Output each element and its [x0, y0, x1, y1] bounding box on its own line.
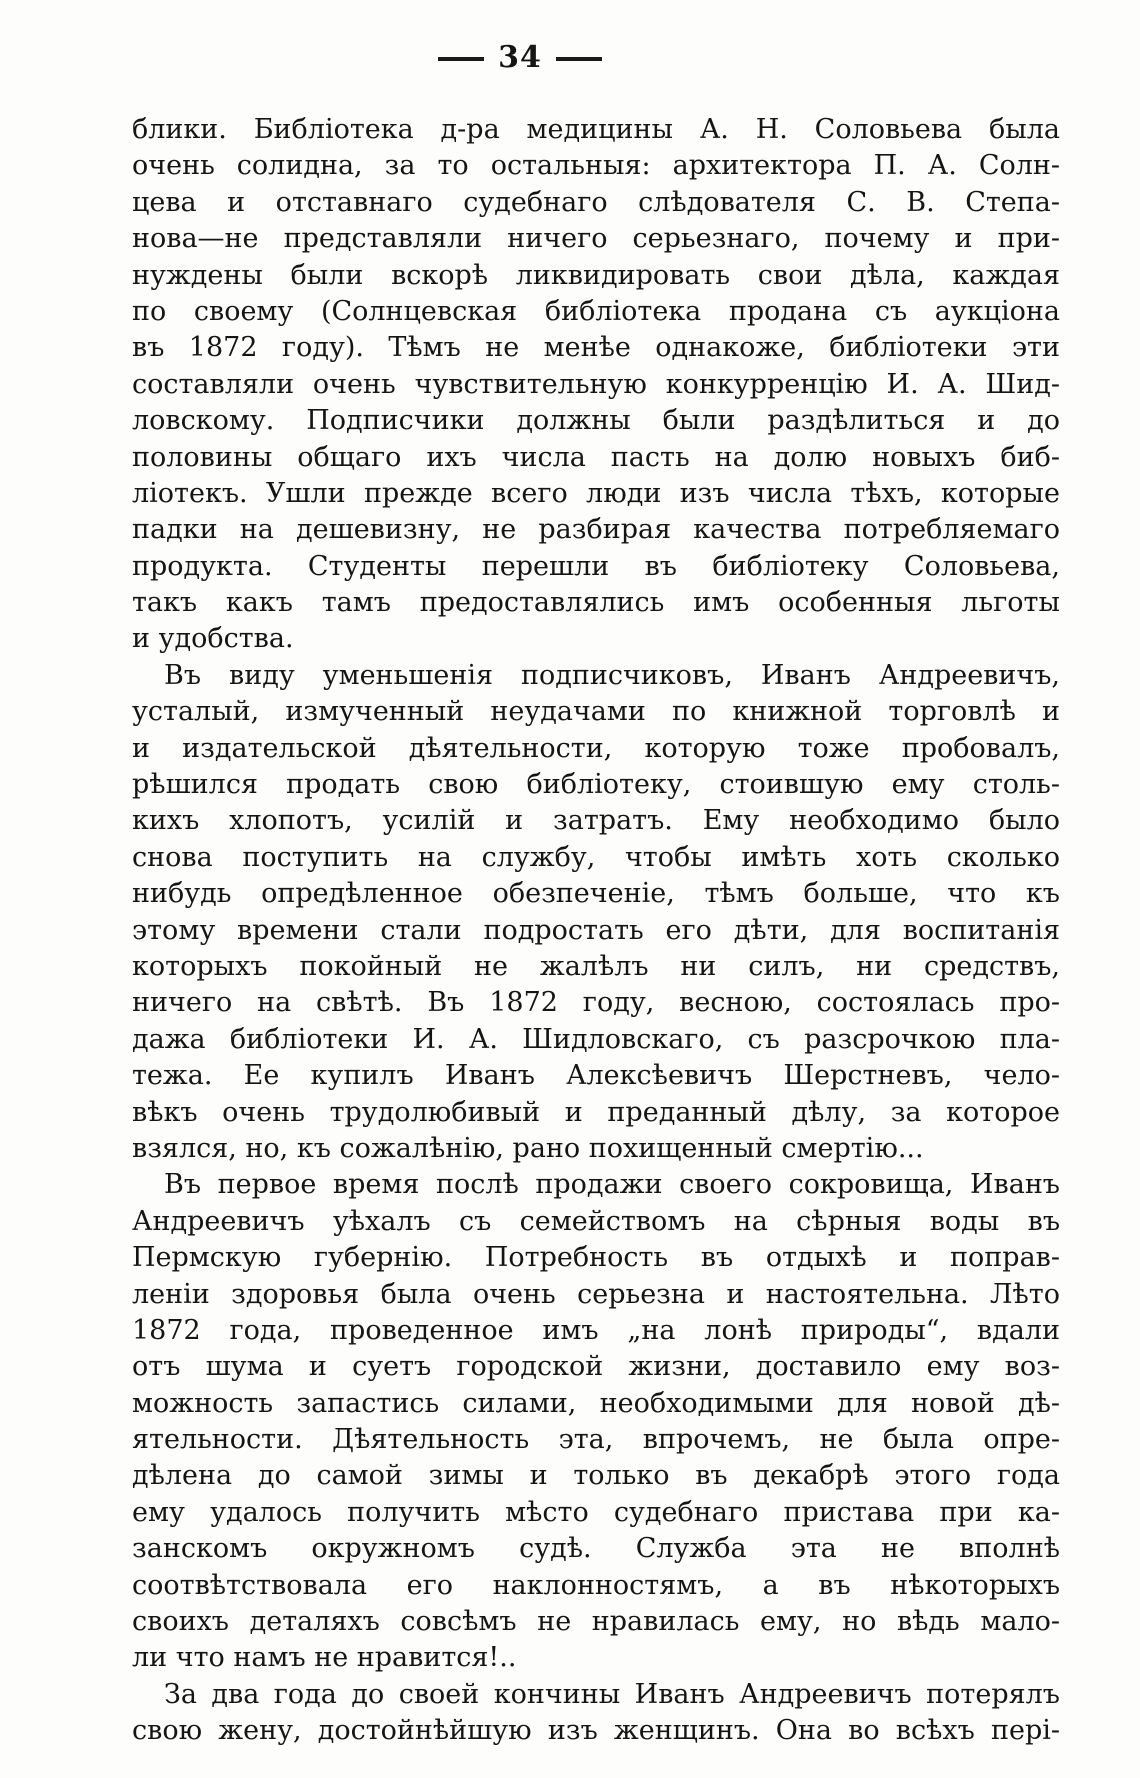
text-line: ему удалось получить мѣсто судебнаго пристава при ка- [132, 1496, 1060, 1528]
page-number: 34 [498, 40, 542, 75]
text-line: своихъ деталяхъ совсѣмъ не нравилась ему, но вѣдь мало- [132, 1606, 1060, 1638]
text-line: такъ какъ тамъ предоставлялись имъ особенныя льготы [132, 587, 1060, 619]
text-line: нуждены были вскорѣ ликвидировать свои дѣла, каждая [132, 259, 1060, 291]
text-line: леніи здоровья была очень серьезна и настоятельна. Лѣто [132, 1278, 1060, 1310]
text-line: снова поступить на службу, чтобы имѣть хоть сколько [132, 841, 1060, 873]
text-line: кихъ хлопотъ, усилій и затратъ. Ему необходимо было [132, 805, 1060, 837]
text-line: Андреевичъ уѣхалъ съ семействомъ на сѣрныя воды въ [132, 1205, 1060, 1237]
text-line: которыхъ покойный не жалѣлъ ни силъ, ни средствъ, [132, 950, 1060, 982]
text-line: ничего на свѣтѣ. Въ 1872 году, весною, состоялась про- [132, 987, 1060, 1019]
text-line: За два года до своей кончины Иванъ Андреевичъ потерялъ [164, 1678, 1060, 1710]
text-line: въ 1872 году). Тѣмъ не менѣе однакоже, библіотеки эти [132, 332, 1060, 364]
text-line: падки на дешевизну, не разбирая качества потребляемаго [132, 514, 1060, 546]
text-line: ятельности. Дѣятельность эта, впрочемъ, не была опре- [132, 1424, 1060, 1456]
text-line: Въ первое время послѣ продажи своего сокровища, Иванъ [164, 1169, 1060, 1201]
text-line: дѣлена до самой зимы и только въ декабрѣ этого года [132, 1460, 1060, 1492]
text-line: очень солидна, за то остальныя: архитектора П. А. Солн- [132, 150, 1060, 182]
text-line: составляли очень чувствительную конкурренцію И. А. Шид- [132, 368, 1060, 400]
text-line: рѣшился продать свою библіотеку, стоившую ему столь- [132, 769, 1060, 801]
text-line: по своему (Солнцевская библіотека продана съ аукціона [132, 295, 1060, 327]
text-line: соотвѣтствовала его наклонностямъ, а въ нѣкоторыхъ [132, 1569, 1060, 1601]
text-line: можность запастись силами, необходимыми для новой дѣ- [132, 1387, 1060, 1419]
text-line: блики. Библіотека д-ра медицины А. Н. Соловьева была [132, 114, 1060, 145]
text-line: свою жену, достойнѣйшую изъ женщинъ. Она во всѣхъ пері- [132, 1715, 1060, 1747]
text-line: этому времени стали подростать его дѣти, для воспитанія [132, 914, 1060, 946]
left-dash [438, 57, 484, 61]
right-dash [556, 57, 602, 61]
text-line: цева и отставнаго судебнаго слѣдователя С. В. Степа- [132, 186, 1060, 218]
text-line: отъ шума и суетъ городской жизни, доставило ему воз- [132, 1351, 1060, 1383]
text-line: нова—не представляли ничего серьезнаго, почему и при- [132, 223, 1060, 255]
text-line: ліотекъ. Ушли прежде всего люди изъ числа тѣхъ, которые [132, 477, 1060, 509]
text-line: половины общаго ихъ числа пасть на долю новыхъ биб- [132, 441, 1060, 473]
text-line: 1872 года, проведенное имъ „на лонѣ природы“, вдали [132, 1314, 1060, 1346]
text-line: нибудь опредѣленное обезпеченіе, тѣмъ больше, что къ [132, 878, 1060, 910]
text-line: вѣкъ очень трудолюбивый и преданный дѣлу, за которое [132, 1096, 1060, 1128]
text-line: и издательской дѣятельности, которую тоже пробовалъ, [132, 732, 1060, 764]
text-line: продукта. Студенты перешли въ библіотеку Соловьева, [132, 550, 1060, 582]
body-text [132, 112, 1060, 1750]
text-line: Пермскую губернію. Потребность въ отдыхѣ и поправ- [132, 1242, 1060, 1274]
text-line: дажа библіотеки И. А. Шидловскаго, съ разсрочкою пла- [132, 1023, 1060, 1055]
text-line: и удобства. [132, 623, 294, 655]
text-line: усталый, измученный неудачами по книжной торговлѣ и [132, 696, 1060, 728]
text-line: ли что намъ не нравится!.. [132, 1642, 517, 1674]
page-number-header [0, 40, 1040, 75]
text-line: занскомъ окружномъ судѣ. Служба эта не вполнѣ [132, 1533, 1060, 1565]
text-line: взялся, но, къ сожалѣнію, рано похищенный смертію... [132, 1132, 924, 1164]
text-line: Въ виду уменьшенія подписчиковъ, Иванъ Андреевичъ, [164, 659, 1060, 691]
text-line: ловскому. Подписчики должны были раздѣлиться и до [132, 405, 1060, 437]
text-line: тежа. Ее купилъ Иванъ Алексѣевичъ Шерстневъ, чело- [132, 1060, 1060, 1092]
